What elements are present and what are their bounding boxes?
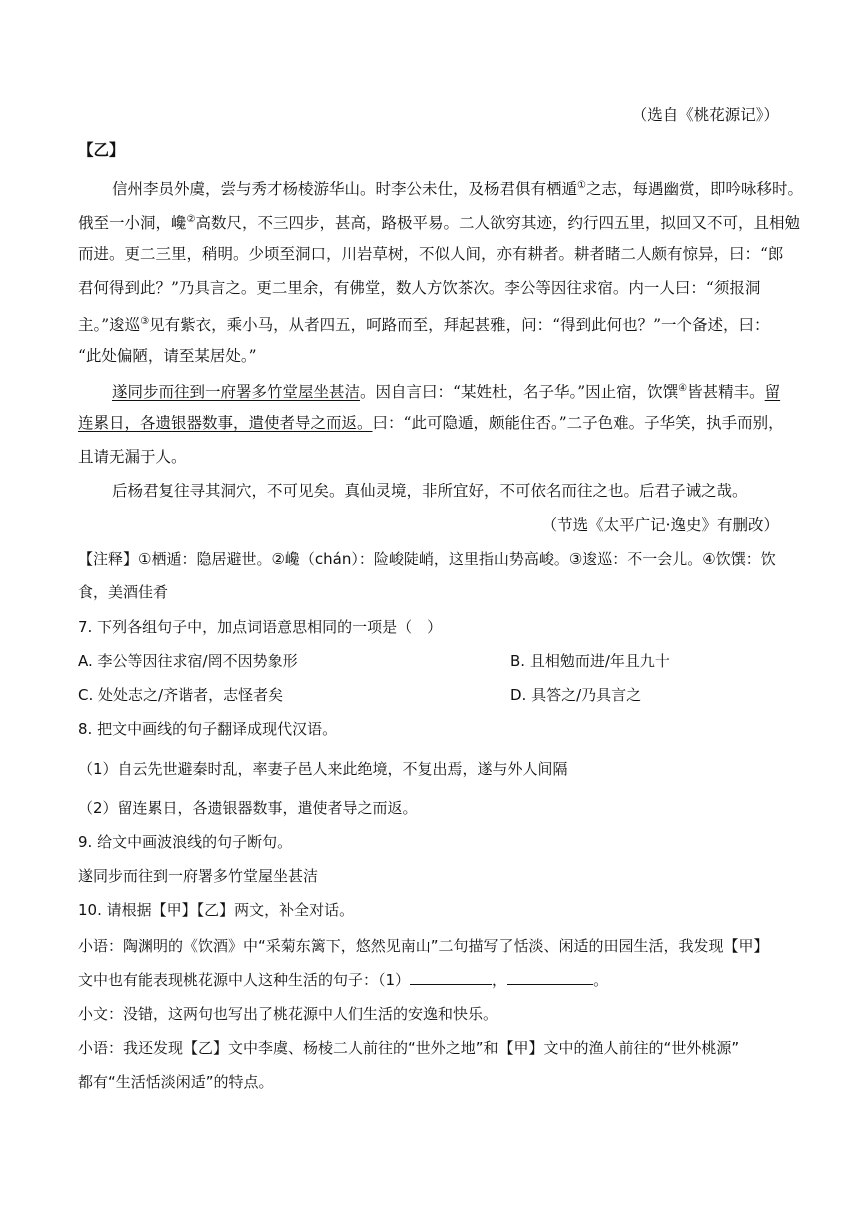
passage-line-4: 君何得到此？”乃具言之。更二里余，有佛堂，数人方饮茶次。李公等因往求宿。内一人曰：“须报洞 [78,279,761,297]
q7-option-b: B. 且相勉而进/年且九十 [510,652,670,670]
dialog-line-4: 小语：我还发现【乙】文中李虞、杨棱二人前往的“世外之地”和【甲】文中的渔人前往的“世外桃源” [78,1039,740,1057]
yi-heading: 【乙】 [78,140,125,159]
source-jia: （选自《桃花源记》） [631,106,779,124]
dialog-line-3: 小文：没错，这两句也写出了桃花源中人们生活的安逸和快乐。 [78,1005,499,1023]
para3: 后杨君复往寻其洞穴，不可见矣。真仙灵境，非所宜好，不可依名而往之也。后君子诫之哉。 [112,482,748,500]
para2-line-3: 且请无漏于人。 [78,448,187,466]
question-9: 9. 给文中画波浪线的句子断句。 [78,833,293,851]
notes-line-2: 食，美酒佳肴 [78,583,169,601]
question-10: 10. 请根据【甲】【乙】两文，补全对话。 [78,901,355,919]
q7-row-2 [78,685,797,705]
passage-line-3: 而进。更二三里，稍明。少顷至洞口，川岩草树，不似人间，亦有耕者。耕者睹二人颇有惊异，曰：“郎 [78,245,784,263]
dialog-line-5: 都有“生活恬淡闲适”的特点。 [78,1073,274,1091]
para2-line-1: 遂同步而往到一府署多竹堂屋坐甚洁。因自言曰：“某姓杜，名子华。”因止宿，饮馔④皆甚精丰。留 [112,383,781,402]
underlined-sentence: 连累日，各遗银器数事，遣使者导之而返。 [78,414,373,432]
q7-option-d: D. 具答之/乃具言之 [510,686,642,704]
question-8: 8. 把文中画线的句子翻译成现代汉语。 [78,720,338,738]
q7-option-a: A. 李公等因往求宿/罔不因势象形 [78,652,298,670]
q7-row-1 [78,651,797,671]
passage-line-2: 俄至一小洞，巉②高数尺，不三四步，甚高，路极平易。二人欲穷其迹，约行四五里，拟回又不可，且相勉 [78,214,800,233]
answer-blank-1[interactable] [410,970,492,985]
notes-line-1: 【注释】①栖遁：隐居避世。②巉（chán）：险峻陡峭，这里指山势高峻。③逡巡：不一会儿。④饮馔：饮 [78,550,776,568]
wavy-underline-sentence: 遂同步而往到一府署多竹堂屋坐甚洁 [112,383,361,402]
passage-line-1: 信州李员外虞，尝与秀才杨棱游华山。时李公未仕，及杨君俱有栖遁①之志，每遇幽赏，即吟咏移时。 [112,180,803,199]
q8-part-1: （1）自云先世避秦时乱，率妻子邑人来此绝境，不复出焉，遂与外人间隔 [78,760,568,778]
q8-part-2: （2）留连累日，各遗银器数事，遣使者导之而返。 [78,799,418,817]
dialog-line-1: 小语：陶渊明的《饮酒》中“采菊东篱下，悠然见南山”二句描写了恬淡、闲适的田园生活，我发现【甲】 [78,937,769,955]
q7-option-c: C. 处处志之/齐谐者，志怪者矣 [78,686,284,704]
passage-line-5: 主。”逡巡③见有紫衣，乘小马，从者四五，呵路而至，拜起甚雅，问：“得到此何也？”一个备述，曰： [78,316,770,335]
question-7: 7. 下列各组句子中，加点词语意思相同的一项是（ ） [78,618,443,636]
q9-sentence: 遂同步而往到一府署多竹堂屋坐甚洁 [78,867,319,885]
source-yi: （节选《太平广记·逸史》有删改） [541,516,779,534]
dialog-line-2: 文中也有能表现桃花源中人这种生活的句子：（1） ， 。 [78,971,609,989]
answer-blank-2[interactable] [507,970,593,985]
para2-line-2: 连累日，各遗银器数事，遣使者导之而返。曰：“此可隐遁，颇能住否。”二子色难。子华笑，执手而别， [78,414,784,432]
passage-line-6: “此处偏陋，请至某居处。” [78,347,257,365]
